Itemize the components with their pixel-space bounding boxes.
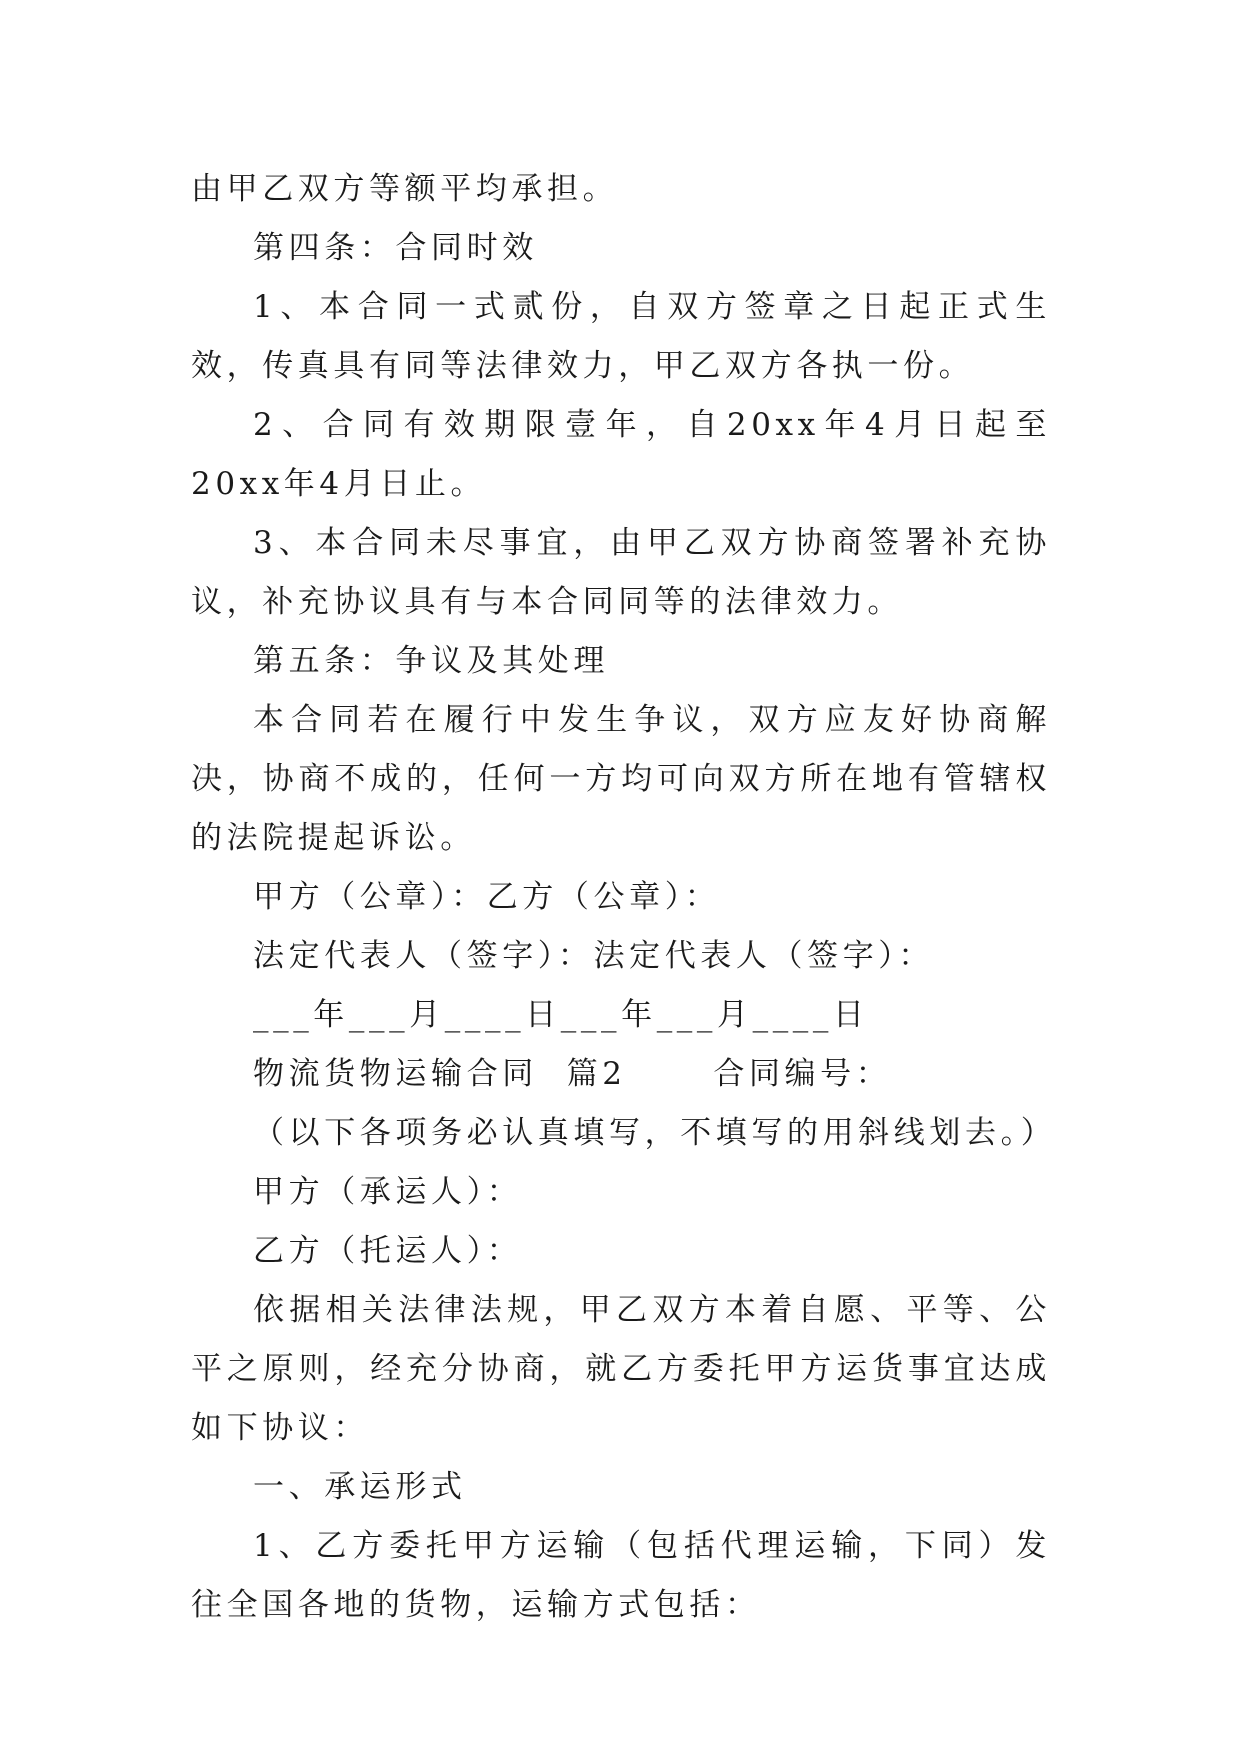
- document-body: [191, 160, 1057, 1635]
- fill-instruction-note: （以下各项务必认真填写，不填写的用斜线划去。）: [253, 1115, 1057, 1151]
- heading-section-1: 一、承运形式: [253, 1469, 467, 1505]
- paragraph-section-1-item-1: 1、乙方委托甲方运输（包括代理运输，下同）发往全国各地的货物，运输方式包括：: [191, 1528, 1051, 1623]
- heading-article-4: 第四条：合同时效: [253, 230, 538, 266]
- signature-date-line: ___年___月____日___年___月____日: [253, 997, 869, 1033]
- signature-representative-line: 法定代表人（签字）：法定代表人（签字）：: [253, 938, 934, 974]
- party-a-carrier: 甲方（承运人）：: [253, 1174, 523, 1210]
- signature-seal-line: 甲方（公章）：乙方（公章）：: [253, 879, 721, 915]
- paragraph-article-4-item-3: 3、本合同未尽事宜，由甲乙双方协商签署补充协议，补充协议具有与本合同同等的法律效力。: [191, 525, 1051, 620]
- paragraph-dispute-resolution: 本合同若在履行中发生争议，双方应友好协商解决，协商不成的，任何一方均可向双方所在地有管辖权的法院提起诉讼。: [191, 702, 1051, 856]
- paragraph-preamble: 依据相关法律法规，甲乙双方本着自愿、平等、公平之原则，经充分协商，就乙方委托甲方运货事宜达成如下协议：: [191, 1292, 1051, 1446]
- party-b-shipper: 乙方（托运人）：: [253, 1233, 523, 1269]
- heading-article-5: 第五条：争议及其处理: [253, 643, 609, 679]
- paragraph-article-4-item-2: 2、合同有效期限壹年，自20xx年4月日起至20xx年4月日止。: [191, 407, 1051, 502]
- contract-title-line: 物流货物运输合同 篇2 合同编号：: [253, 1056, 892, 1092]
- paragraph-cost-sharing: 由甲乙双方等额平均承担。: [191, 171, 619, 207]
- paragraph-article-4-item-1: 1、本合同一式贰份，自双方签章之日起正式生效，传真具有同等法律效力，甲乙双方各执一份。: [191, 289, 1051, 384]
